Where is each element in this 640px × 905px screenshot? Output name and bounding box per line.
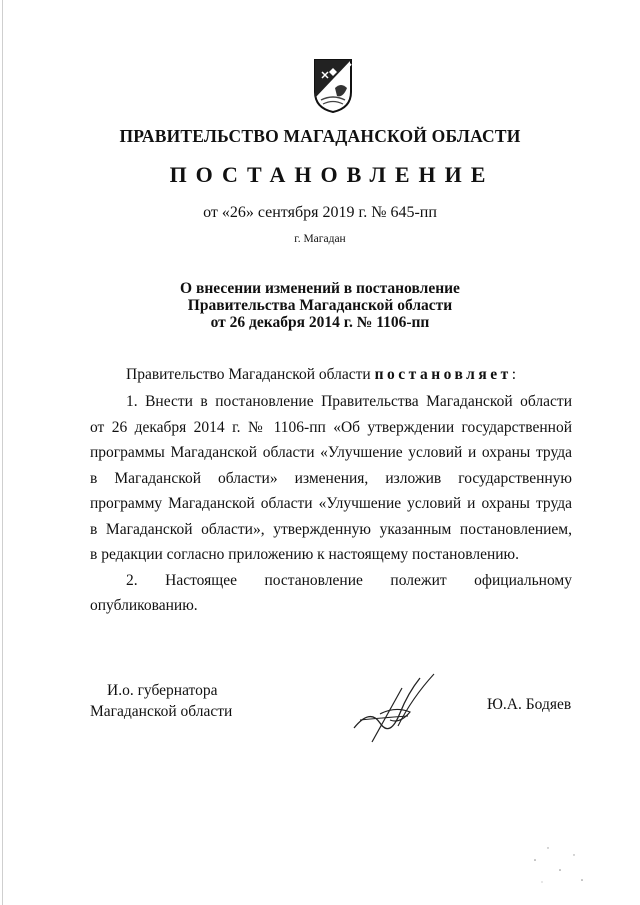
scan-noise [530,840,590,890]
paragraph-line: в Магаданской области», утвержденную указанным постановлением, [90,520,572,538]
handwritten-signature [350,668,445,748]
subject-line-1: О внесении изменений в постановление [180,280,460,297]
signatory-title [90,680,232,722]
intro-spaced-word: постановляет [374,366,512,383]
date-number-line: от «26» сентября 2019 г. № 645-пп [203,204,437,221]
subject-line-3: от 26 декабря 2014 г. № 1106-пп [210,314,430,331]
paragraph-line: в редакции согласно приложению к настоящему постановлению. [90,546,519,563]
organization-title: ПРАВИТЕЛЬСТВО МАГАДАНСКОЙ ОБЛАСТИ [119,126,521,146]
paragraph-line: 1. Внести в постановление Правительства Магаданской области [126,393,572,410]
paragraph-2-line: 2. Настоящее постановление полежит официальному [126,571,572,589]
paragraph-line: программы Магаданской области «Улучшение условий и охраны труда [90,444,572,461]
signatory-name: Ю.А. Бодяев [487,696,572,713]
intro-colon: : [511,366,517,383]
paragraph-line: в Магаданской области» изменения, изложив государственную [90,469,572,487]
signatory-title-line-1: И.о. губернатора [107,682,218,699]
paragraph-1 [90,389,572,619]
subject-heading [0,280,640,331]
intro-paragraph [90,362,608,388]
paragraph-line: программу Магаданской области «Улучшение условий и охраны труда [90,495,572,512]
city-line: г. Магадан [294,233,346,245]
coat-of-arms-icon [313,58,353,114]
paragraph-2-line: опубликованию. [90,597,198,614]
document-type: ПОСТАНОВЛЕНИЕ [169,162,495,187]
intro-text: Правительство Магаданской области [126,366,371,383]
subject-line-2: Правительства Магаданской области [187,297,453,314]
paragraph-line: от 26 декабря 2014 г. № 1106-пп «Об утверждении государственной [90,418,572,436]
signatory-title-line-2: Магаданской области [90,703,233,720]
